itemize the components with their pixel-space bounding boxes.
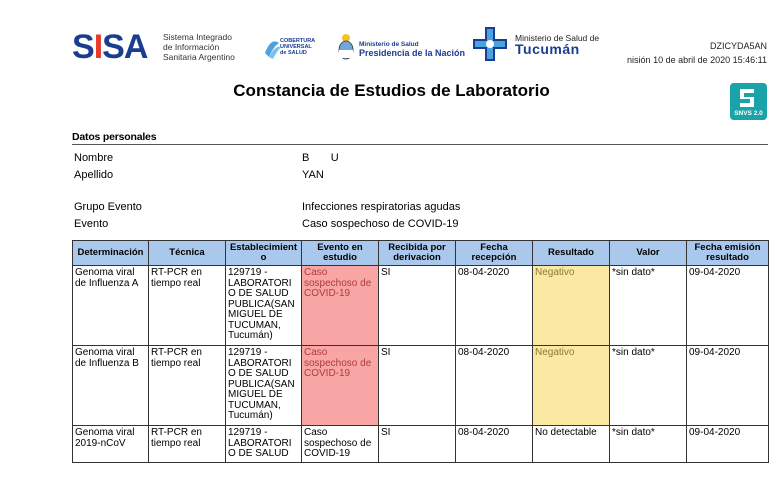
cell-establecimiento: 129719 - LABORATORI O DE SALUD PUBLICA(SAN MIGUEL DE TUCUMAN, Tucumán) [226,266,302,346]
cell-recibida: SI [379,346,456,426]
cell-tecnica: RT-PCR en tiempo real [149,346,226,426]
cell-recibida: SI [379,266,456,346]
cobertura-text: COBERTURA UNIVERSAL de SALUD [280,38,316,56]
header-fecha-recepcion: Fecha recepción [456,241,533,266]
cell-fecha-recepcion: 08-04-2020 [456,346,533,426]
emission-date: nisión 10 de abril de 2020 15:46:11 [627,55,767,65]
apellido-label: Apellido [74,169,114,181]
cell-fecha-emision: 09-04-2020 [687,426,769,463]
cell-resultado: Negativo [533,346,610,426]
presidencia-text: Ministerio de Salud Presidencia de la Nación [359,41,466,58]
nombre-value: B U [302,152,339,164]
document-code: DZICYDA5AN [709,41,767,51]
lab-results-table [72,240,769,463]
evento-value: Caso sospechoso de COVID-19 [302,218,459,230]
tucuman-ministry-logo-icon [472,26,508,62]
section-divider [72,144,768,145]
table-row [73,266,769,346]
cell-determinacion: Genoma viral de Influenza A [73,266,149,346]
cell-determinacion: Genoma viral 2019-nCoV [73,426,149,463]
cell-tecnica: RT-PCR en tiempo real [149,426,226,463]
nombre-label: Nombre [74,152,114,164]
cell-valor: *sin dato* [610,346,687,426]
header-recibida-derivacion: Recibida por derivacion [379,241,456,266]
tucuman-ministry-text: Ministerio de Salud de Tucumán [515,33,600,57]
cell-resultado: No detectable [533,426,610,463]
cell-establecimiento: 129719 - LABORATORI O DE SALUD PUBLICA(SAN MIGUEL DE TUCUMAN, Tucumán) [226,346,302,426]
cell-evento: Caso sospechoso de COVID-19 [302,346,379,426]
section-title-datos-personales: Datos personales [72,131,157,143]
cell-valor: *sin dato* [610,426,687,463]
header-evento-estudio: Evento en estudio [302,241,379,266]
escudo-argentina-icon [337,33,355,61]
cell-fecha-emision: 09-04-2020 [687,266,769,346]
header-valor: Valor [610,241,687,266]
sisa-logo: SISA [72,28,148,66]
cell-recibida: SI [379,426,456,463]
header-resultado: Resultado [533,241,610,266]
header-tecnica: Técnica [149,241,226,266]
cell-evento: Caso sospechoso de COVID-19 [302,426,379,463]
cell-evento: Caso sospechoso de COVID-19 [302,266,379,346]
evento-label: Evento [74,218,109,230]
header-establecimiento: Establecimient o [226,241,302,266]
table-header-row [73,241,769,266]
header-fecha-emision: Fecha emisión resultado [687,241,769,266]
apellido-value: YAN [302,169,324,181]
cell-valor: *sin dato* [610,266,687,346]
table-row [73,426,769,463]
sisa-subtitle: Sistema Integrado de Información Sanitaria Argentino [163,32,235,62]
document-header [0,0,783,75]
cell-fecha-emision: 09-04-2020 [687,346,769,426]
cell-tecnica: RT-PCR en tiempo real [149,266,226,346]
grupo-evento-value: Infecciones respiratorias agudas [302,201,461,213]
snvs-label: SNVS 2.0 [734,110,763,117]
header-determinacion: Determinación [73,241,149,266]
cell-fecha-recepcion: 08-04-2020 [456,266,533,346]
grupo-evento-label: Grupo Evento [74,201,142,213]
cell-determinacion: Genoma viral de Influenza B [73,346,149,426]
cell-resultado: Negativo [533,266,610,346]
cell-fecha-recepcion: 08-04-2020 [456,426,533,463]
page-title: Constancia de Estudios de Laboratorio [233,81,550,100]
table-row [73,346,769,426]
cell-establecimiento: 129719 - LABORATORI O DE SALUD [226,426,302,463]
